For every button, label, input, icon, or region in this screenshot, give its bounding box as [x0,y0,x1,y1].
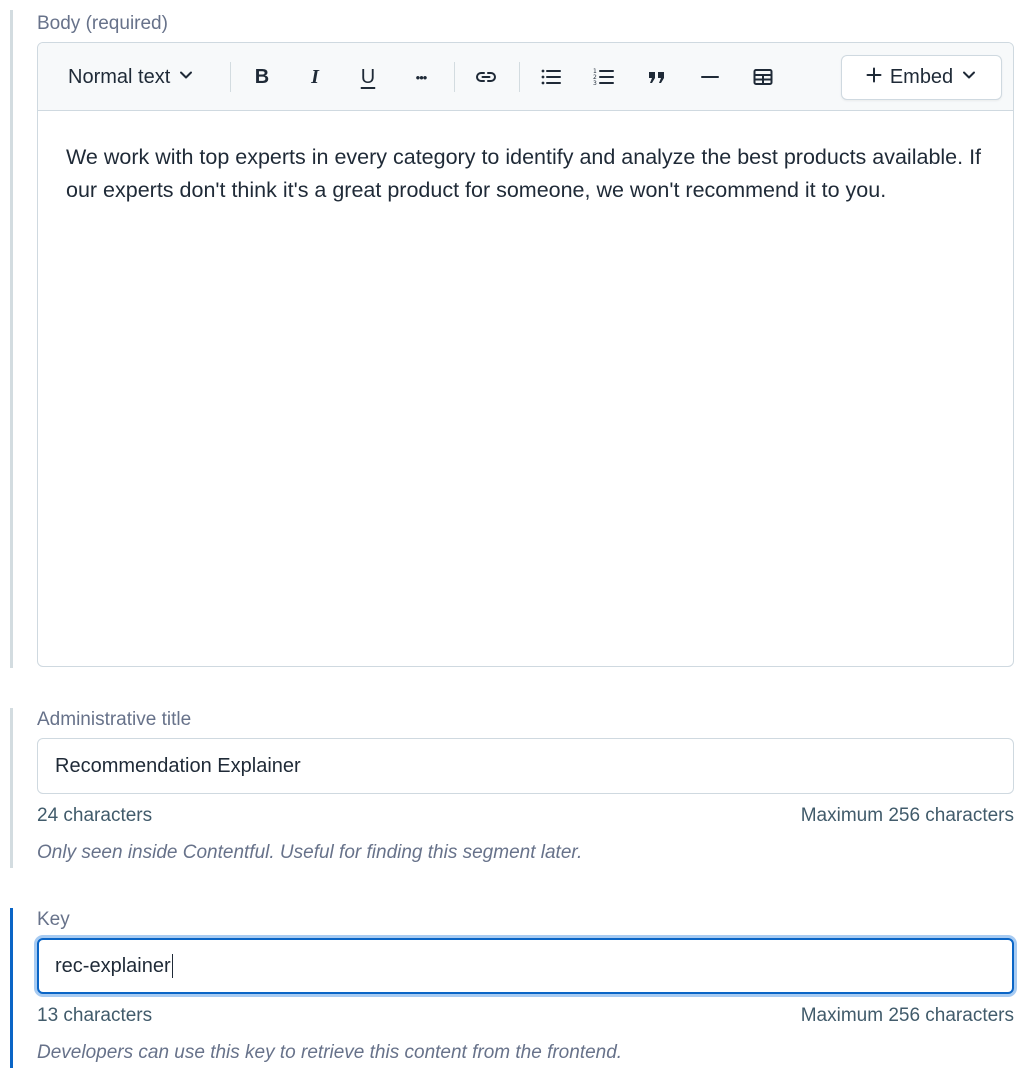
body-field [10,10,1020,668]
key-label: Key [37,909,70,930]
more-formatting-button[interactable] [401,57,441,97]
bold-icon: B [254,65,270,88]
bulleted-list-icon [539,65,563,89]
numbered-list-icon [592,65,616,89]
svg-text:3: 3 [593,80,597,87]
administrative-title-meta [37,805,1014,827]
svg-text:1: 1 [593,68,597,75]
link-icon [474,65,498,89]
chevron-down-icon [961,66,977,89]
bold-button[interactable] [242,57,282,97]
key-meta [37,1005,1014,1027]
character-count: 13 characters [37,1005,153,1026]
svg-text:2: 2 [593,74,597,81]
key-help-text: Developers can use this key to retrieve this content from the frontend. [37,1042,623,1063]
table-icon [752,66,774,88]
table-button[interactable] [743,57,783,97]
italic-icon: I [311,65,319,88]
toolbar-divider [230,62,231,92]
administrative-title-help-text: Only seen inside Contentful. Useful for finding this segment later. [37,842,583,863]
underline-button[interactable] [348,57,388,97]
italic-button[interactable] [295,57,335,97]
horizontal-rule-button[interactable] [690,57,730,97]
chevron-down-icon [178,66,194,89]
body-field-label: Body (required) [37,13,168,34]
text-style-label: Normal text [68,65,171,88]
administrative-title-value: Recommendation Explainer [55,754,301,777]
character-limit: Maximum 256 characters [800,805,1014,826]
key-input[interactable] [37,938,1014,994]
text-caret [172,954,174,978]
editor-toolbar [38,43,1013,111]
quote-icon [646,66,668,88]
plus-icon [866,66,882,89]
more-icon: ••• [415,69,427,85]
toolbar-divider [454,62,455,92]
administrative-title-label: Administrative title [37,709,192,730]
administrative-title-field [10,708,1020,868]
embed-button-label: Embed [889,66,954,88]
editor-content[interactable]: We work with top experts in every category to identify and analyze the best products available. If our experts don't think it's a great product for someone, we won't recommend it to you. [66,145,982,202]
embed-button[interactable] [841,55,1002,100]
rich-text-editor [37,42,1014,667]
underline-icon: U [360,65,376,88]
bulleted-list-button[interactable] [531,57,571,97]
numbered-list-button[interactable] [584,57,624,97]
character-limit: Maximum 256 characters [800,1005,1014,1026]
administrative-title-input[interactable] [37,738,1014,794]
character-count: 24 characters [37,805,153,826]
key-field [10,908,1020,1068]
quote-button[interactable] [637,57,677,97]
link-button[interactable] [466,57,506,97]
toolbar-divider [519,62,520,92]
key-value: rec-explainer [55,954,171,977]
horizontal-rule-icon [699,66,721,88]
text-style-dropdown[interactable] [52,57,232,97]
